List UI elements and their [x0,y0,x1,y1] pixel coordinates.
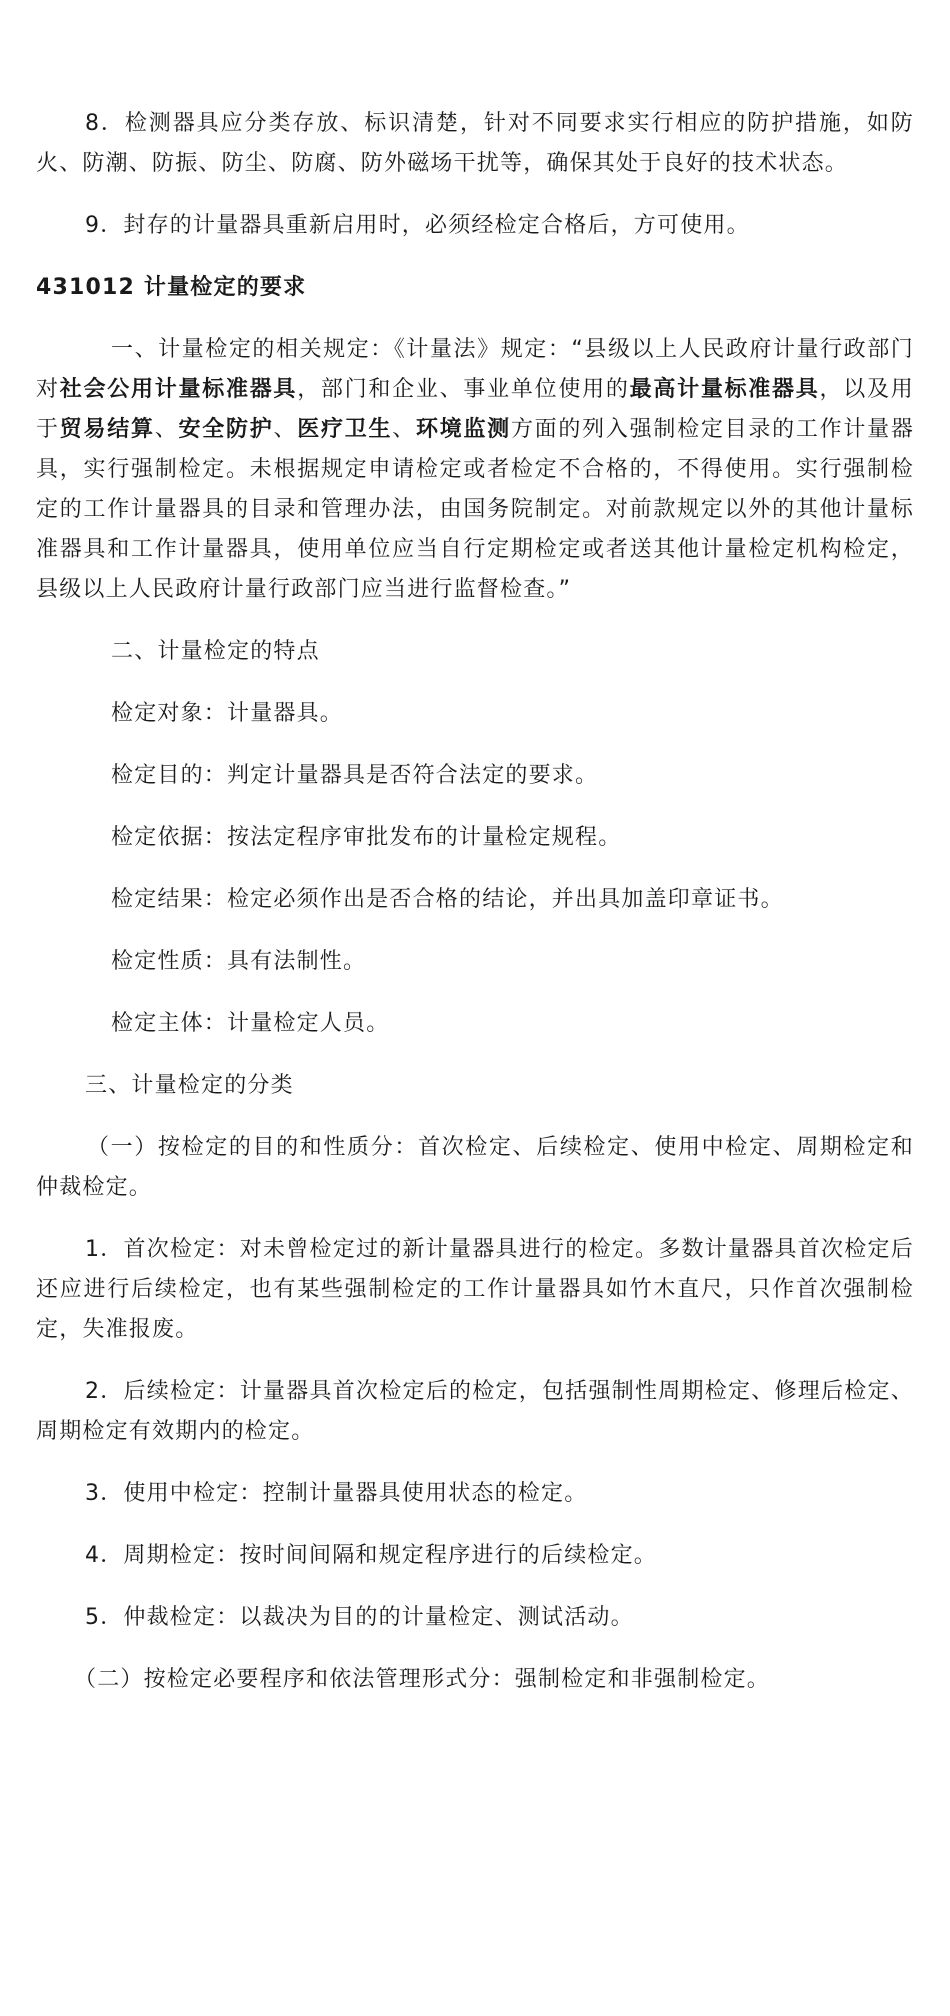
feature-item: 检定结果：检定必须作出是否合格的结论，并出具加盖印章证书。 [111,887,784,912]
classification-item: 1．首次检定：对未曾检定过的新计量器具进行的检定。多数计量器具首次检定后还应进行后续检定，也有某些强制检定的工作计量器具如竹木直尺，只作首次强制检定，失准报废。 [36,1237,914,1342]
bold-term: 医疗卫生 [297,417,393,442]
bold-term: 社会公用计量标准器具 [59,377,298,402]
subsection-title-features: 二、计量检定的特点 [111,639,320,664]
paragraph-item-8: 8．检测器具应分类存放、标识清楚，针对不同要求实行相应的防护措施，如防火、防潮、防振、防尘、防腐、防外磁场干扰等，确保其处于良好的技术状态。 [36,111,914,176]
feature-item: 检定主体：计量检定人员。 [111,1011,390,1036]
classification-sub-1: （一）按检定的目的和性质分：首次检定、后续检定、使用中检定、周期检定和仲裁检定。 [36,1135,914,1200]
classification-item: 5．仲裁检定：以裁决为目的的计量检定、测试活动。 [85,1605,634,1630]
regulation-text: 方面的列入强制检定目录的工作计量器具，实行强制检定。未根据规定申请检定或者检定不合格的，不得使用。实行强制检定的工作计量器具的目录和管理办法，由国务院制定。对前款规定以外的其他计量标准器具和工作计量器具，使用单位应当自行定期检定或者送其他计量检定机构检定，县级以上人民政府计量行政部门应当进行监督检查。” [36,417,915,602]
bold-term: 安全防护 [178,417,274,442]
regulation-text: 、 [392,417,416,442]
classification-item: 2．后续检定：计量器具首次检定后的检定，包括强制性周期检定、修理后检定、周期检定有效期内的检定。 [36,1379,914,1444]
feature-item: 检定依据：按法定程序审批发布的计量检定规程。 [111,825,622,850]
regulation-text: 一、计量检定的相关规定：《计量法》规定：“县级以上人民政府计量行政部门对 [36,337,914,402]
section-heading: 431012 计量检定的要求 [36,275,307,300]
regulation-text: ，部门和企业、事业单位使用的 [297,377,630,402]
feature-item: 检定目的：判定计量器具是否符合法定的要求。 [111,763,599,788]
paragraph-regulation [36,330,914,610]
regulation-text: 、 [273,417,298,442]
bold-term: 贸易结算 [59,417,155,442]
classification-item: 3．使用中检定：控制计量器具使用状态的检定。 [85,1481,588,1506]
feature-item: 检定对象：计量器具。 [111,701,344,726]
bold-term: 环境监测 [415,417,511,442]
document-body [36,104,914,1700]
classification-sub-2: （二）按检定必要程序和依法管理形式分：强制检定和非强制检定。 [74,1667,771,1692]
regulation-text: 、 [154,417,179,442]
feature-item: 检定性质：具有法制性。 [111,949,367,974]
subsection-title-classification: 三、计量检定的分类 [85,1073,294,1098]
classification-item: 4．周期检定：按时间间隔和规定程序进行的后续检定。 [85,1543,657,1568]
paragraph-item-9: 9．封存的计量器具重新启用时，必须经检定合格后，方可使用。 [85,213,750,238]
regulation-text: ，以及用于 [36,377,914,442]
bold-term: 最高计量标准器具 [629,377,820,402]
